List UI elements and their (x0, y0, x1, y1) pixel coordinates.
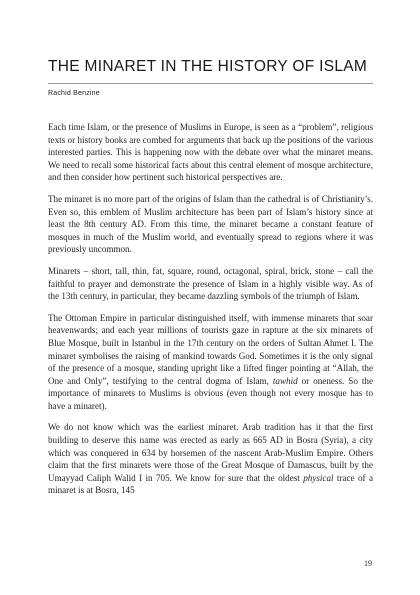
paragraph (48, 421, 373, 497)
italic-term: physical (303, 472, 334, 483)
paragraph-text: The Ottoman Empire in particular distinguished itself, with immense minarets that soar heavenwards; and each year millions of tourists gaze in rapture at the six minarets of Blue Mosque, built in Istanbul in the 17th century on the orders of Sultan Ahmet I. The minaret symbolises the raising of mankind towards God. Sometimes it is the only signal of the presence of a mosque, standing upright like a lifted finger pointing at “Allah, the One and Only”, testifying to the central dogma of Islam, (48, 312, 373, 386)
author-name: Rachid Benzine (48, 90, 100, 97)
page-number: 19 (364, 559, 372, 568)
paragraph (48, 193, 373, 256)
paragraph-text: We do not know which was the earliest minaret. Arab tradition has it that the first building to deserve this name was erected as early as 665 AD in Bosra (Syria), a city which was conquered in 634 by horsemen of the nascent Arab-Muslim Empire. Others claim that the first minarets were those of the Great Mosque of Damascus, built by the Umayyad Caliph Walid I in 705. We know for sure that the oldest (48, 422, 373, 483)
article-body (48, 121, 373, 506)
paragraph-text: or oneness. So the importance of minarets to Muslims is obvious (even though not every mosque has to have a minaret). (48, 375, 373, 411)
paragraph-text: The minaret is no more part of the origins of Islam than the cathedral is of Christianity’s. Even so, this emblem of Muslim architecture has been part of Islam’s history since at least the 8th century AD. From this time, the minaret became a constant feature of mosques in much of the Muslim world, and eventually spread to regions where it was previously uncommon. (48, 193, 373, 255)
paragraph (48, 312, 373, 413)
paragraph (48, 265, 373, 303)
paragraph-text: Each time Islam, or the presence of Muslims in Europe, is seen as a “problem”, religious texts or history books are combed for arguments that back up the positions of the various interested parties. This is happening now with the debate over what the minaret means. We need to recall some historical facts about this central element of mosque architecture, and then consider how pertinent such historical perspectives are. (48, 122, 373, 183)
title-divider (48, 83, 373, 84)
paragraph-text: Minarets – short, tall, thin, fat, square, round, octagonal, spiral, brick, stone – call the faithful to prayer and demonstrate the presence of Islam in a highly visible way. As of the 13th century, in particular, they became dazzling symbols of the triumph of Islam. (48, 265, 373, 302)
italic-term: tawhid (272, 375, 298, 386)
article-title: THE MINARET IN THE HISTORY OF ISLAM (48, 58, 368, 75)
paragraph (48, 121, 373, 184)
paragraph-text: trace of a minaret is at Bosra, 145 (48, 472, 373, 496)
